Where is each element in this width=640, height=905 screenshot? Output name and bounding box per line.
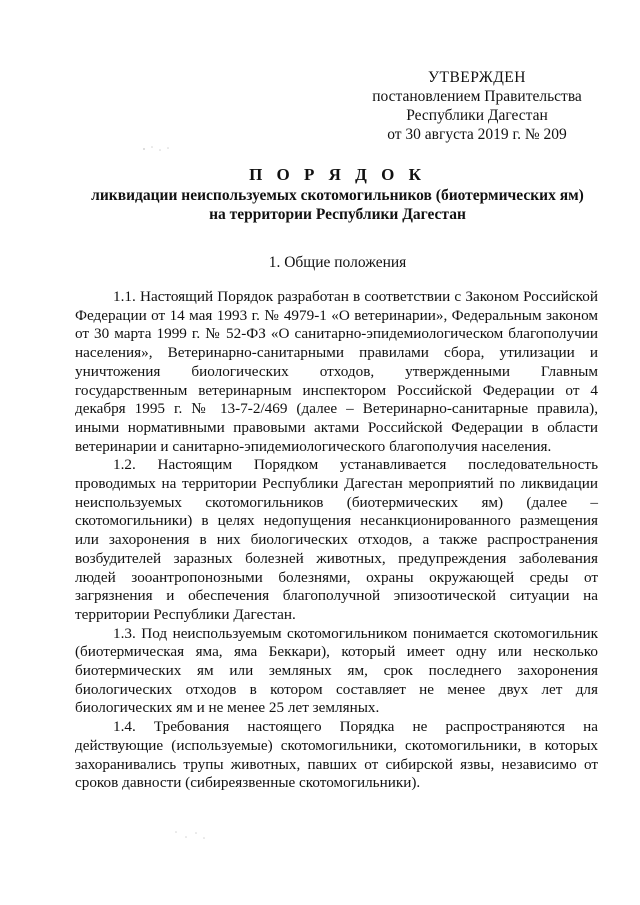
paragraph-1-4: 1.4. Требования настоящего Порядка не распространяются на действующие (используемые) скотомогильники, скотомогильники, в которых захоранивались трупы животных, павших от сибирской язвы, независимо от сроков давности (сибиреязвенные скотомогильники).	[75, 718, 598, 792]
paragraph-1-3: 1.3. Под неиспользуемым скотомогильником понимается скотомогильник (биотермическая яма, яма Беккари), который имеет одну или несколько биотермических ям или земляных ям, срок последнего захоронения биологических отходов в котором составляет не менее двух лет для биологических ям и не менее 25 лет земляных.	[75, 624, 598, 717]
title-line-3: на территории Республики Дагестан	[209, 206, 466, 223]
approval-region: Республики Дагестан	[406, 107, 548, 124]
title-line-2: ликвидации неиспользуемых скотомогильников (биотермических ям)	[91, 187, 584, 204]
document-body	[75, 288, 598, 793]
paragraph-1-1: 1.1. Настоящий Порядок разработан в соответствии с Законом Российской Федерации от 14 мая 1993 г. № 4979-1 «О ветеринарии», Федеральным законом от 30 марта 1999 г. № 52-ФЗ «О санитарно-эпидемиологическом благополучии населения», Ветеринарно-санитарными правилами сбора, утилизации и уничтожения биологических отходов, утвержденными Главным государственным ветеринарным инспектором Российской Федерации от 4 декабря 1995 г. № 13-7-2/469 (далее – Ветеринарно-санитарные правила), иными нормативными правовыми актами Российской Федерации в области ветеринарии и санитарно-эпидемиологического благополучия населения.	[75, 288, 598, 455]
approval-stamp-block	[362, 68, 592, 144]
section-heading: 1. Общие положения	[268, 254, 407, 271]
approval-issuer: постановлением Правительства	[372, 88, 582, 105]
title-line-1: П О Р Я Д О К	[249, 165, 426, 184]
scan-noise-mark	[170, 828, 210, 842]
paragraph-1-2: 1.2. Настоящим Порядком устанавливается последовательность проводимых на территории Республики Дагестан мероприятий по ликвидации неиспользуемых скотомогильников (биотермических ям) (далее – скотомогильники) в целях недопущения несанкционированного размещения или захоронения в них биологических отходов, а также распространения возбудителей заразных болезней животных, предупреждения заболевания людей зооантропонозными болезнями, охраны окружающей среды от загрязнения и обеспечения благополучной эпизоотической ситуации на территории Республики Дагестан.	[75, 456, 598, 623]
document-title	[60, 164, 615, 224]
scan-noise-mark	[140, 142, 180, 156]
approval-date-number: от 30 августа 2019 г. № 209	[387, 126, 567, 143]
approval-heading: УТВЕРЖДЕН	[428, 69, 526, 86]
